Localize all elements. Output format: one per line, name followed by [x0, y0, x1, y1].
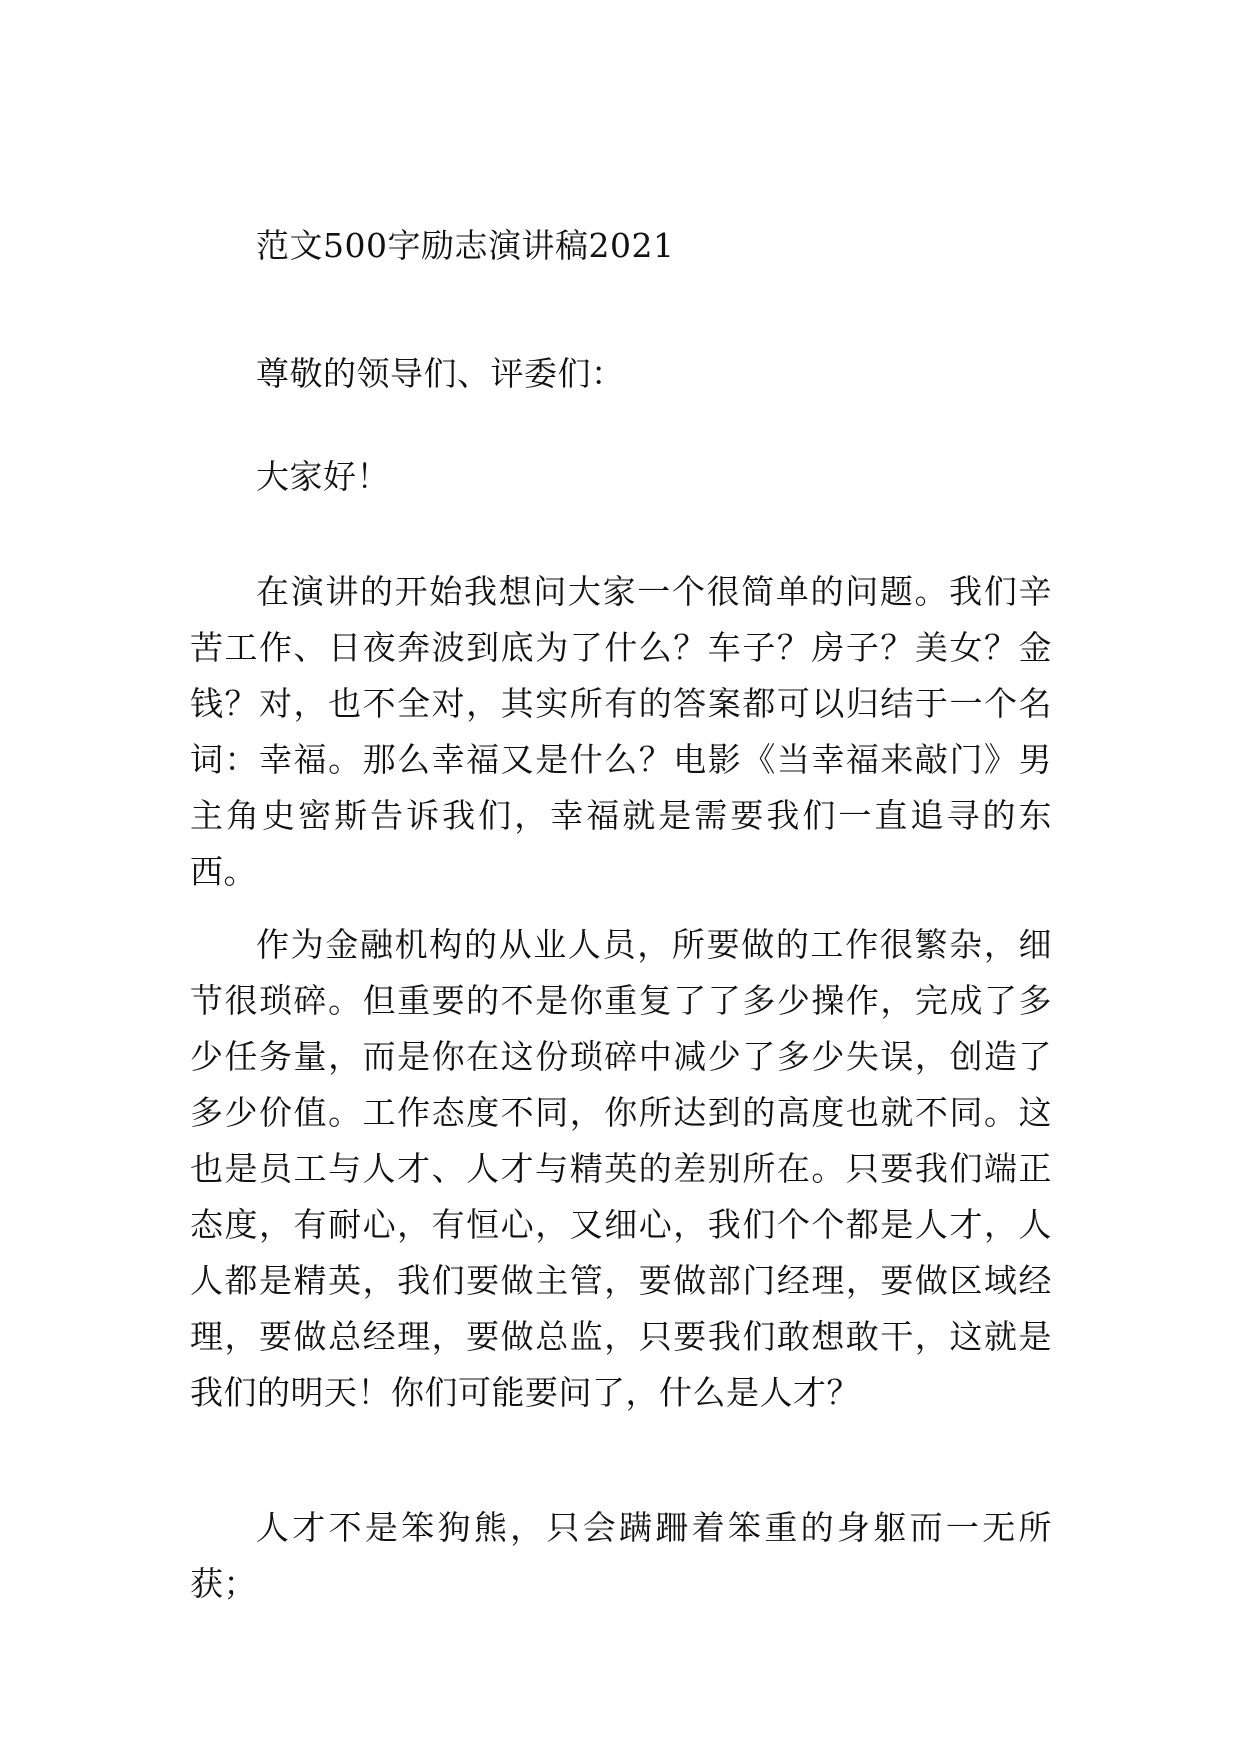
body-paragraph: 作为金融机构的从业人员，所要做的工作很繁杂，细节很琐碎。但重要的不是你重复了了多少操作，完成了多少任务量，而是你在这份琐碎中减少了多少失误，创造了多少价值。工作态度不同，你所达到的高度也就不同。这也是员工与人才、人才与精英的差别所在。只要我们端正态度，有耐心，有恒心，又细心，我们个个都是人才，人人都是精英，我们要做主管，要做部门经理，要做区域经理，要做总经理，要做总监，只要我们敢想敢干，这就是我们的明天！你们可能要问了，什么是人才？: [190, 925, 1052, 1412]
document-title: 范文500字励志演讲稿2021: [256, 226, 675, 265]
salutation-line: 尊敬的领导们、评委们：: [256, 354, 625, 393]
greeting-line: 大家好！: [256, 457, 390, 496]
body-paragraph: 人才不是笨狗熊，只会蹒跚着笨重的身躯而一无所获；: [190, 1508, 1052, 1603]
body-paragraph: 在演讲的开始我想问大家一个很简单的问题。我们辛苦工作、日夜奔波到底为了什么？车子？房子？美女？金钱？对，也不全对，其实所有的答案都可以归结于一个名词：幸福。那么幸福又是什么？电影《当幸福来敲门》男主角史密斯告诉我们，幸福就是需要我们一直追寻的东西。: [190, 572, 1052, 891]
